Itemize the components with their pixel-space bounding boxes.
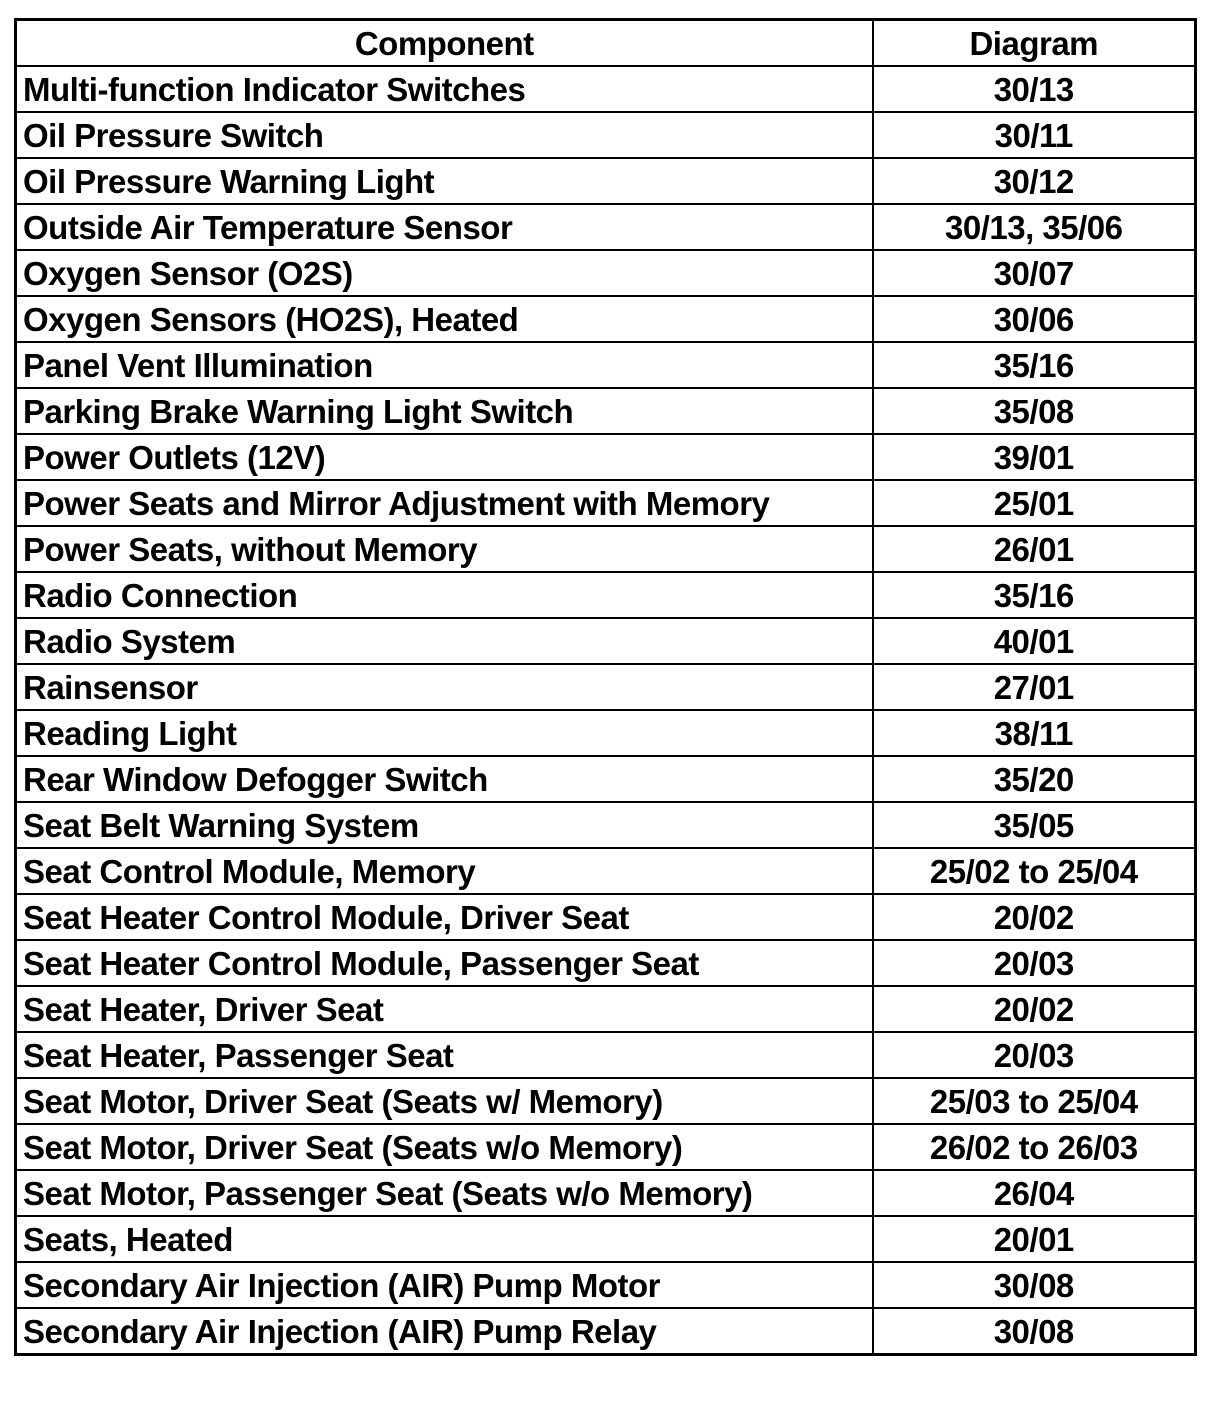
diagram-cell: 40/01 <box>873 618 1196 664</box>
table-row <box>16 940 1196 986</box>
component-cell: Oxygen Sensors (HO2S), Heated <box>16 296 873 342</box>
component-index-sheet <box>14 18 1194 1356</box>
component-cell: Seat Motor, Passenger Seat (Seats w/o Memory) <box>16 1170 873 1216</box>
component-cell: Reading Light <box>16 710 873 756</box>
component-cell: Panel Vent Illumination <box>16 342 873 388</box>
table-row <box>16 1308 1196 1355</box>
table-row <box>16 1262 1196 1308</box>
component-cell: Seat Heater, Passenger Seat <box>16 1032 873 1078</box>
component-cell: Secondary Air Injection (AIR) Pump Relay <box>16 1308 873 1355</box>
table-row <box>16 296 1196 342</box>
component-cell: Radio System <box>16 618 873 664</box>
diagram-cell: 38/11 <box>873 710 1196 756</box>
table-row <box>16 802 1196 848</box>
diagram-cell: 30/13, 35/06 <box>873 204 1196 250</box>
component-cell: Multi-function Indicator Switches <box>16 66 873 112</box>
diagram-cell: 30/12 <box>873 158 1196 204</box>
diagram-cell: 30/08 <box>873 1308 1196 1355</box>
diagram-cell: 20/03 <box>873 940 1196 986</box>
diagram-cell: 20/03 <box>873 1032 1196 1078</box>
diagram-cell: 39/01 <box>873 434 1196 480</box>
component-cell: Power Outlets (12V) <box>16 434 873 480</box>
table-row <box>16 848 1196 894</box>
diagram-cell: 25/01 <box>873 480 1196 526</box>
column-header-component: Component <box>16 20 873 67</box>
diagram-cell: 26/02 to 26/03 <box>873 1124 1196 1170</box>
table-row <box>16 480 1196 526</box>
component-cell: Seat Belt Warning System <box>16 802 873 848</box>
component-cell: Rainsensor <box>16 664 873 710</box>
diagram-cell: 30/08 <box>873 1262 1196 1308</box>
component-cell: Secondary Air Injection (AIR) Pump Motor <box>16 1262 873 1308</box>
component-cell: Seat Motor, Driver Seat (Seats w/ Memory) <box>16 1078 873 1124</box>
component-cell: Seat Heater Control Module, Driver Seat <box>16 894 873 940</box>
component-cell: Seat Heater Control Module, Passenger Seat <box>16 940 873 986</box>
component-cell: Outside Air Temperature Sensor <box>16 204 873 250</box>
table-row <box>16 664 1196 710</box>
table-row <box>16 710 1196 756</box>
table-row <box>16 66 1196 112</box>
diagram-cell: 35/08 <box>873 388 1196 434</box>
diagram-cell: 30/13 <box>873 66 1196 112</box>
component-cell: Oil Pressure Warning Light <box>16 158 873 204</box>
diagram-cell: 26/04 <box>873 1170 1196 1216</box>
table-row <box>16 1032 1196 1078</box>
component-diagram-table <box>14 18 1197 1356</box>
table-body <box>16 66 1196 1355</box>
component-cell: Seat Heater, Driver Seat <box>16 986 873 1032</box>
table-row <box>16 986 1196 1032</box>
table-header-row <box>16 20 1196 67</box>
table-row <box>16 158 1196 204</box>
component-cell: Rear Window Defogger Switch <box>16 756 873 802</box>
diagram-cell: 20/01 <box>873 1216 1196 1262</box>
table-row <box>16 1216 1196 1262</box>
table-row <box>16 618 1196 664</box>
diagram-cell: 30/11 <box>873 112 1196 158</box>
table-row <box>16 894 1196 940</box>
table-row <box>16 204 1196 250</box>
component-cell: Power Seats and Mirror Adjustment with Memory <box>16 480 873 526</box>
column-header-diagram: Diagram <box>873 20 1196 67</box>
component-cell: Radio Connection <box>16 572 873 618</box>
table-row <box>16 1124 1196 1170</box>
table-row <box>16 572 1196 618</box>
component-cell: Seats, Heated <box>16 1216 873 1262</box>
diagram-cell: 30/07 <box>873 250 1196 296</box>
component-cell: Seat Control Module, Memory <box>16 848 873 894</box>
component-cell: Oxygen Sensor (O2S) <box>16 250 873 296</box>
table-row <box>16 388 1196 434</box>
table-row <box>16 1170 1196 1216</box>
table-row <box>16 434 1196 480</box>
table-row <box>16 342 1196 388</box>
component-cell: Oil Pressure Switch <box>16 112 873 158</box>
component-cell: Parking Brake Warning Light Switch <box>16 388 873 434</box>
table-row <box>16 112 1196 158</box>
table-row <box>16 250 1196 296</box>
diagram-cell: 27/01 <box>873 664 1196 710</box>
table-row <box>16 1078 1196 1124</box>
diagram-cell: 30/06 <box>873 296 1196 342</box>
diagram-cell: 20/02 <box>873 986 1196 1032</box>
table-row <box>16 526 1196 572</box>
component-cell: Seat Motor, Driver Seat (Seats w/o Memory) <box>16 1124 873 1170</box>
diagram-cell: 20/02 <box>873 894 1196 940</box>
table-row <box>16 756 1196 802</box>
diagram-cell: 25/03 to 25/04 <box>873 1078 1196 1124</box>
component-cell: Power Seats, without Memory <box>16 526 873 572</box>
diagram-cell: 25/02 to 25/04 <box>873 848 1196 894</box>
diagram-cell: 35/16 <box>873 342 1196 388</box>
diagram-cell: 35/16 <box>873 572 1196 618</box>
diagram-cell: 35/20 <box>873 756 1196 802</box>
diagram-cell: 26/01 <box>873 526 1196 572</box>
diagram-cell: 35/05 <box>873 802 1196 848</box>
